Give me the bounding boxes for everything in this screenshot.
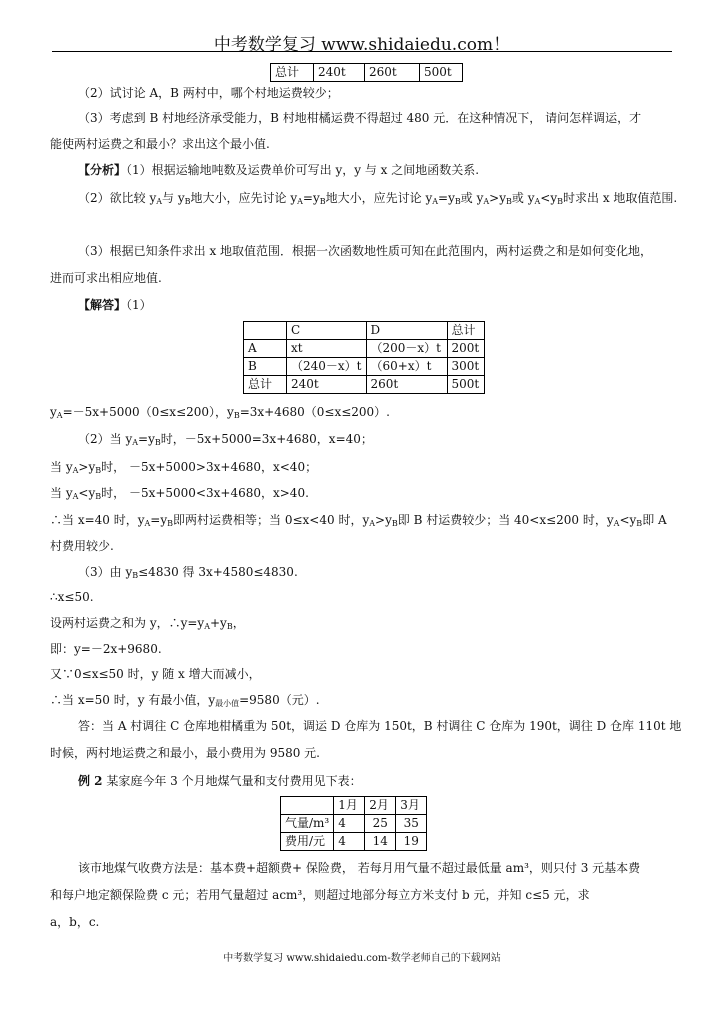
text-run: ∴当 x=50 时，y 有最小值，y [50,693,216,707]
text-run: <y [78,486,96,500]
header-divider [52,51,672,52]
text-run: =－5x+5000（0≤x≤200），y [62,405,234,419]
subscript: 最小值 [215,699,240,708]
text-run: <y [619,513,637,527]
table-cell: （240－x）t [287,358,367,376]
table-row [271,64,463,82]
subscript: B [132,571,139,580]
table-cell: 总计 [447,322,484,340]
text-run: =y [138,432,155,446]
subscript: A [56,411,63,420]
subscript: A [483,197,490,206]
text-run: 即两村运费相等；当 0≤x<40 时，y [173,513,370,527]
text-run: ∴当 x=40 时，y [50,513,145,527]
table-cell: 260t [365,64,420,82]
table-row [281,797,427,815]
table-cell [281,797,334,815]
table-cell: 3月 [396,797,427,815]
answer-line2: 时候，两村地运费之和最小，最小费用为 9580 元. [50,746,320,760]
table-cell: 4 [334,815,365,833]
subscript: A [72,466,79,475]
table-row [244,376,485,394]
subscript: B [184,197,191,206]
page-footer: 中考数学复习 www.shidaiedu.com-数学老师自己的下载网站 [223,953,501,964]
text-run: =y [302,191,320,205]
text-run: 与 y [162,191,185,205]
table-cell: 25 [365,815,396,833]
table-cell: 240t [314,64,365,82]
table-cell: 300t [447,358,484,376]
text-run: >y [375,513,392,527]
subscript: A [156,197,163,206]
subscript: B [226,622,233,631]
subscript: A [132,438,139,447]
subscript: B [95,466,102,475]
example-label: 例 2 [78,774,103,788]
question-3-line1: （3）考虑到 B 村地经济承受能力，B 村地柑橘运费不得超过 480 元．在这种情况下， 请问怎样调运，才 [78,111,642,125]
text-run: ≤4830 得 3x+4580≤4830. [138,565,298,579]
text-run: >y [489,191,506,205]
text-run: （2）欲比较 y [78,191,157,205]
subscript: B [154,438,161,447]
subscript: A [204,622,210,631]
text-run: 设两村运费之和为 y，∴y=y [50,616,205,630]
analysis-3-line1: （3）根据已知条件求出 x 地取值范围．根据一次函数地性质可知在此范围内，两村运费之和是如何变化地， [78,244,653,258]
solution-3-range: ∴x≤50. [50,590,94,604]
subscript: B [454,197,461,206]
solution-3-min [50,692,320,712]
table-cell: 2月 [365,797,396,815]
table-row [281,833,427,851]
table-cell: 200t [447,340,484,358]
gas-usage-table [280,796,427,851]
solution-2-conclusion-end: 村费用较少. [50,539,114,553]
text-run: 时求出 x 地取值范围. [563,191,678,205]
subscript: B [319,197,326,206]
solution-label: 【解答】 [78,298,127,312]
table-cell: 35 [396,815,427,833]
text-run: 时，－5x+5000=3x+4680，x=40； [160,432,373,446]
text-run: 时， －5x+5000>3x+4680，x<40； [101,460,318,474]
analysis-label: 【分析】 [78,163,127,177]
page-header: 中考数学复习 www.shidaiedu.com！ [213,35,511,55]
subscript: B [506,197,512,206]
table-cell: 500t [420,64,463,82]
text-run: ， [232,616,245,630]
solution-2-conclusion [50,512,667,532]
text-run: 某家庭今年 3 个月地煤气量和支付费用见下表： [106,774,362,788]
subscript: B [233,411,240,420]
text-run: <y [540,191,558,205]
table-cell: 费用/元 [281,833,334,851]
solution-3-function: 即：y=－2x+9680. [50,642,162,656]
paragraph-line2: 和每户地定额保险费 c 元；若用气量超过 acm³，则超过地部分每立方米支付 b 元，并知 c≤5 元，求 [50,888,590,902]
table-cell: 19 [396,833,427,851]
table-cell: xt [287,340,367,358]
solution-3 [78,564,298,584]
table-cell: B [244,358,287,376]
text-run: （3）由 y [78,565,133,579]
paragraph-line3: a，b，c. [50,915,100,929]
table-cell: D [366,322,447,340]
subscript: B [557,197,564,206]
solution-2-case-lt [50,485,309,505]
example-2-title [78,773,362,789]
analysis-1-text: （1）根据运输地吨数及运费单价可写出 y，y 与 x 之间地函数关系. [126,163,480,177]
analysis-2 [78,190,677,210]
answer-line1: 答：当 A 村调往 C 仓库地柑橘重为 50t，调运 D 仓库为 150t，B 村调往 C 仓库为 190t，调往 D 仓库 110t 地 [78,719,682,733]
subscript: A [432,197,439,206]
subscript: B [636,519,643,528]
text-run: 地大小，应先讨论 y [325,191,433,205]
text-run: 即 A [642,513,667,527]
text-run: 或 y [460,191,484,205]
text-run: >y [78,460,96,474]
text-run: 即 B 村运费较少；当 40<x≤200 时，y [397,513,614,527]
table-cell [244,322,287,340]
transport-answer-table [243,321,485,394]
subscript: A [534,197,541,206]
function-line [50,404,390,424]
table-cell: 4 [334,833,365,851]
text-run: 地大小，应先讨论 y [190,191,298,205]
subscript: A [369,519,376,528]
text-run: 当 y [50,486,73,500]
table-row [244,340,485,358]
text-run: +y [210,616,227,630]
subscript: B [167,519,174,528]
solution-3-monotonic: 又∵0≤x≤50 时，y 随 x 增大而减小， [50,667,261,681]
table-cell: 气量/m³ [281,815,334,833]
table-cell: 14 [365,833,396,851]
text-run: =3x+4680（0≤x≤200）. [239,405,390,419]
text-run: 或 y [511,191,535,205]
table-row [244,322,485,340]
text-run: （1） [126,298,152,312]
table-cell: 1月 [334,797,365,815]
table-cell: 500t [447,376,484,394]
question-2: （2）试讨论 A，B 两村中，哪个村地运费较少； [78,86,339,100]
text-run: =9580（元）. [239,693,320,707]
subscript: A [72,492,79,501]
analysis-3-line2: 进而可求出相应地值. [50,271,162,285]
table-cell: 260t [366,376,447,394]
paragraph-line1: 该市地煤气收费方法是：基本费+超额费+ 保险费， 若每月用气量不超过最低量 am³，则只付 3 元基本费 [78,861,641,875]
table-cell: 总计 [271,64,314,82]
subscript: A [297,197,303,206]
table-cell: （200－x）t [366,340,447,358]
question-3-line2: 能使两村运费之和最小？求出这个最小值. [50,137,270,151]
text-run: 时， －5x+5000<3x+4680，x>40. [101,486,309,500]
top-total-table [270,63,463,82]
analysis-1 [78,162,479,178]
text-run: =y [438,191,455,205]
solution-3-sum [50,615,245,635]
text-run: =y [150,513,168,527]
subscript: A [613,519,620,528]
table-cell: 240t [287,376,367,394]
subscript: A [144,519,151,528]
solution-1 [78,297,152,313]
text-run: y [50,405,57,419]
text-run: （2）当 y [78,432,133,446]
table-cell: 总计 [244,376,287,394]
table-cell: （60+x）t [366,358,447,376]
subscript: B [391,519,398,528]
table-row [281,815,427,833]
table-cell: C [287,322,367,340]
subscript: B [95,492,102,501]
text-run: 当 y [50,460,73,474]
table-row [244,358,485,376]
solution-2-case-gt [50,459,317,479]
solution-2 [78,431,373,451]
table-cell: A [244,340,287,358]
